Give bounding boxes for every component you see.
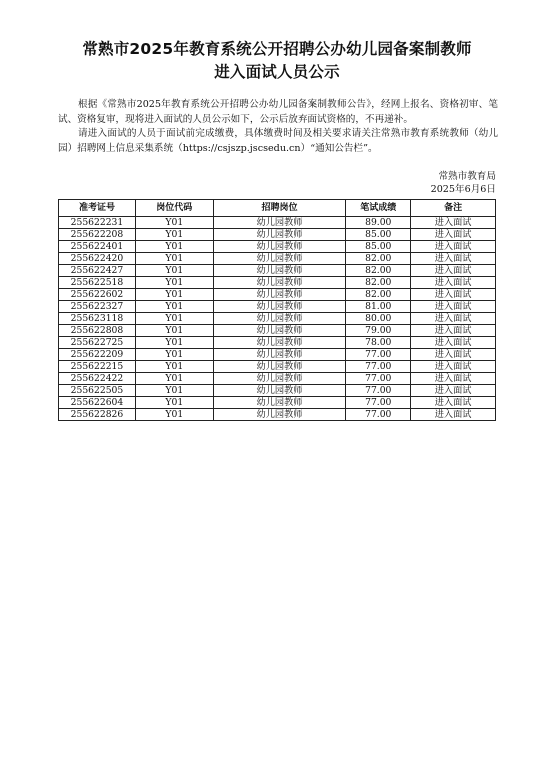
position-name-cell: 幼儿园教师 bbox=[213, 361, 346, 373]
remarks-cell: 进入面试 bbox=[411, 253, 496, 265]
remarks-cell: 进入面试 bbox=[411, 277, 496, 289]
table-body bbox=[59, 217, 496, 421]
written-score-cell: 85.00 bbox=[346, 229, 411, 241]
header-position-name: 招聘岗位 bbox=[213, 200, 346, 217]
remarks-cell: 进入面试 bbox=[411, 325, 496, 337]
position-code-cell: Y01 bbox=[135, 361, 213, 373]
exam-number-cell: 255622518 bbox=[59, 277, 136, 289]
remarks-cell: 进入面试 bbox=[411, 337, 496, 349]
table-row bbox=[59, 241, 496, 253]
written-score-cell: 85.00 bbox=[346, 241, 411, 253]
position-code-cell: Y01 bbox=[135, 349, 213, 361]
remarks-cell: 进入面试 bbox=[411, 241, 496, 253]
header-position-code: 岗位代码 bbox=[135, 200, 213, 217]
written-score-cell: 77.00 bbox=[346, 373, 411, 385]
position-name-cell: 幼儿园教师 bbox=[213, 337, 346, 349]
table-row bbox=[59, 385, 496, 397]
table-row bbox=[59, 337, 496, 349]
written-score-cell: 80.00 bbox=[346, 313, 411, 325]
position-code-cell: Y01 bbox=[135, 229, 213, 241]
remarks-cell: 进入面试 bbox=[411, 313, 496, 325]
exam-number-cell: 255623118 bbox=[59, 313, 136, 325]
table-row bbox=[59, 229, 496, 241]
position-code-cell: Y01 bbox=[135, 217, 213, 229]
remarks-cell: 进入面试 bbox=[411, 349, 496, 361]
position-name-cell: 幼儿园教师 bbox=[213, 397, 346, 409]
table-row bbox=[59, 277, 496, 289]
table-row bbox=[59, 301, 496, 313]
written-score-cell: 82.00 bbox=[346, 289, 411, 301]
exam-number-cell: 255622231 bbox=[59, 217, 136, 229]
position-name-cell: 幼儿园教师 bbox=[213, 373, 346, 385]
table-row bbox=[59, 325, 496, 337]
table-row bbox=[59, 253, 496, 265]
exam-number-cell: 255622505 bbox=[59, 385, 136, 397]
table-header-row bbox=[59, 200, 496, 217]
remarks-cell: 进入面试 bbox=[411, 289, 496, 301]
exam-number-cell: 255622327 bbox=[59, 301, 136, 313]
exam-number-cell: 255622725 bbox=[59, 337, 136, 349]
exam-number-cell: 255622401 bbox=[59, 241, 136, 253]
position-code-cell: Y01 bbox=[135, 265, 213, 277]
position-name-cell: 幼儿园教师 bbox=[213, 241, 346, 253]
written-score-cell: 78.00 bbox=[346, 337, 411, 349]
position-name-cell: 幼儿园教师 bbox=[213, 289, 346, 301]
position-code-cell: Y01 bbox=[135, 373, 213, 385]
position-name-cell: 幼儿园教师 bbox=[213, 265, 346, 277]
remarks-cell: 进入面试 bbox=[411, 301, 496, 313]
exam-number-cell: 255622808 bbox=[59, 325, 136, 337]
document-title-line2: 进入面试人员公示 bbox=[214, 63, 340, 81]
position-code-cell: Y01 bbox=[135, 289, 213, 301]
remarks-cell: 进入面试 bbox=[411, 397, 496, 409]
exam-number-cell: 255622602 bbox=[59, 289, 136, 301]
written-score-cell: 77.00 bbox=[346, 409, 411, 421]
position-name-cell: 幼儿园教师 bbox=[213, 217, 346, 229]
position-name-cell: 幼儿园教师 bbox=[213, 349, 346, 361]
written-score-cell: 79.00 bbox=[346, 325, 411, 337]
remarks-cell: 进入面试 bbox=[411, 217, 496, 229]
position-code-cell: Y01 bbox=[135, 385, 213, 397]
signature-date: 2025年6月6日 bbox=[430, 184, 496, 195]
header-exam-number: 准考证号 bbox=[59, 200, 136, 217]
remarks-cell: 进入面试 bbox=[411, 229, 496, 241]
table-row bbox=[59, 265, 496, 277]
written-score-cell: 77.00 bbox=[346, 385, 411, 397]
position-code-cell: Y01 bbox=[135, 253, 213, 265]
exam-number-cell: 255622422 bbox=[59, 373, 136, 385]
payment-notice-paragraph: 请进入面试的人员于面试前完成缴费，具体缴费时间及相关要求请关注常熟市教育系统教师（幼儿园）招聘网上信息采集系统（https://csjszp.jscsedu.cn）“通知公告栏”。 bbox=[58, 128, 498, 154]
written-score-cell: 77.00 bbox=[346, 361, 411, 373]
table-row bbox=[59, 397, 496, 409]
header-remarks: 备注 bbox=[411, 200, 496, 217]
position-name-cell: 幼儿园教师 bbox=[213, 313, 346, 325]
position-code-cell: Y01 bbox=[135, 409, 213, 421]
position-name-cell: 幼儿园教师 bbox=[213, 409, 346, 421]
written-score-cell: 89.00 bbox=[346, 217, 411, 229]
position-name-cell: 幼儿园教师 bbox=[213, 253, 346, 265]
table-row bbox=[59, 409, 496, 421]
written-score-cell: 77.00 bbox=[346, 397, 411, 409]
position-code-cell: Y01 bbox=[135, 337, 213, 349]
signature-org: 常熟市教育局 bbox=[438, 171, 496, 182]
candidate-table bbox=[58, 199, 496, 421]
position-name-cell: 幼儿园教师 bbox=[213, 301, 346, 313]
written-score-cell: 77.00 bbox=[346, 349, 411, 361]
position-name-cell: 幼儿园教师 bbox=[213, 277, 346, 289]
exam-number-cell: 255622604 bbox=[59, 397, 136, 409]
table-row bbox=[59, 349, 496, 361]
position-name-cell: 幼儿园教师 bbox=[213, 229, 346, 241]
exam-number-cell: 255622427 bbox=[59, 265, 136, 277]
position-code-cell: Y01 bbox=[135, 301, 213, 313]
written-score-cell: 81.00 bbox=[346, 301, 411, 313]
position-code-cell: Y01 bbox=[135, 241, 213, 253]
position-code-cell: Y01 bbox=[135, 277, 213, 289]
header-written-score: 笔试成绩 bbox=[346, 200, 411, 217]
written-score-cell: 82.00 bbox=[346, 265, 411, 277]
position-name-cell: 幼儿园教师 bbox=[213, 385, 346, 397]
remarks-cell: 进入面试 bbox=[411, 361, 496, 373]
table-row bbox=[59, 217, 496, 229]
remarks-cell: 进入面试 bbox=[411, 373, 496, 385]
table-row bbox=[59, 313, 496, 325]
position-code-cell: Y01 bbox=[135, 313, 213, 325]
written-score-cell: 82.00 bbox=[346, 253, 411, 265]
exam-number-cell: 255622826 bbox=[59, 409, 136, 421]
exam-number-cell: 255622208 bbox=[59, 229, 136, 241]
remarks-cell: 进入面试 bbox=[411, 265, 496, 277]
position-code-cell: Y01 bbox=[135, 397, 213, 409]
table-row bbox=[59, 373, 496, 385]
table-row bbox=[59, 289, 496, 301]
exam-number-cell: 255622209 bbox=[59, 349, 136, 361]
position-code-cell: Y01 bbox=[135, 325, 213, 337]
exam-number-cell: 255622420 bbox=[59, 253, 136, 265]
exam-number-cell: 255622215 bbox=[59, 361, 136, 373]
intro-paragraph: 根据《常熟市2025年教育系统公开招聘公办幼儿园备案制教师公告》，经网上报名、资格初审、笔试、资格复审，现将进入面试的人员公示如下，公示后放弃面试资格的，不再递补。 bbox=[58, 99, 498, 125]
position-name-cell: 幼儿园教师 bbox=[213, 325, 346, 337]
document-title-line1: 常熟市2025年教育系统公开招聘公办幼儿园备案制教师 bbox=[82, 40, 472, 58]
remarks-cell: 进入面试 bbox=[411, 409, 496, 421]
remarks-cell: 进入面试 bbox=[411, 385, 496, 397]
table-row bbox=[59, 361, 496, 373]
written-score-cell: 82.00 bbox=[346, 277, 411, 289]
